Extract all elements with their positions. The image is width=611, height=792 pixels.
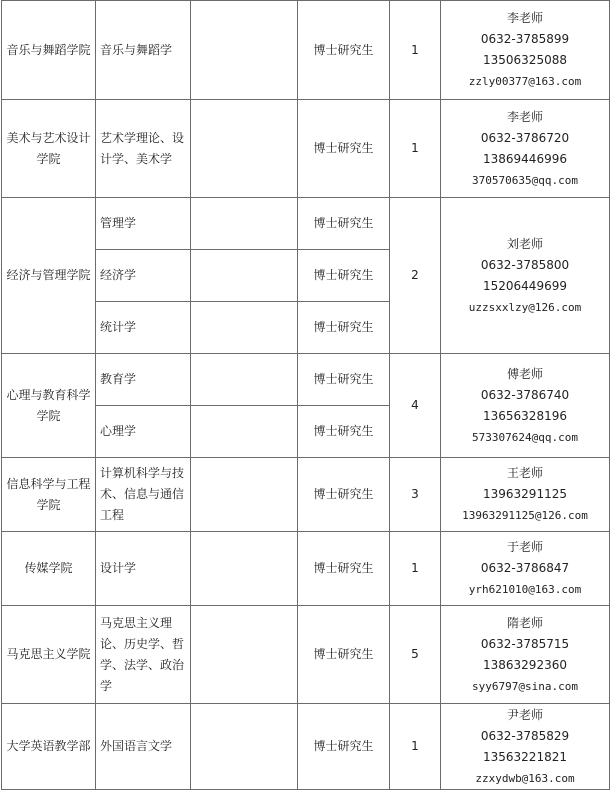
direction-cell xyxy=(191,100,298,198)
contact-mobile: 13863292360 xyxy=(483,657,567,672)
degree-cell: 博士研究生 xyxy=(298,354,390,406)
count-cell: 3 xyxy=(390,458,441,532)
major-cell: 计算机科学与技术、信息与通信工程 xyxy=(96,458,191,532)
direction-cell xyxy=(191,704,298,790)
contact-mobile: 13563221821 xyxy=(483,749,567,764)
major-cell: 教育学 xyxy=(96,354,191,406)
table-row xyxy=(2,198,610,250)
table-row xyxy=(2,532,610,606)
contact-mobile: 13506325088 xyxy=(483,53,567,67)
contact-cell xyxy=(441,1,610,100)
contact-name: 尹老师 xyxy=(506,707,543,722)
contact-cell xyxy=(441,606,610,704)
contact-cell xyxy=(441,458,610,532)
contact-email: 573307624@qq.com xyxy=(472,430,578,444)
degree-cell: 博士研究生 xyxy=(298,606,390,704)
contact-cell xyxy=(441,354,610,458)
college-cell: 美术与艺术设计学院 xyxy=(2,100,96,198)
count-cell: 1 xyxy=(390,100,441,198)
degree-cell: 博士研究生 xyxy=(298,532,390,606)
contact-cell xyxy=(441,704,610,790)
college-cell: 信息科学与工程学院 xyxy=(2,458,96,532)
major-cell: 设计学 xyxy=(96,532,191,606)
contact-mobile: 13656328196 xyxy=(483,408,567,423)
degree-cell: 博士研究生 xyxy=(298,198,390,250)
direction-cell xyxy=(191,1,298,100)
degree-cell: 博士研究生 xyxy=(298,100,390,198)
college-cell: 传媒学院 xyxy=(2,532,96,606)
table-row xyxy=(2,458,610,532)
table-row xyxy=(2,704,610,790)
direction-cell xyxy=(191,198,298,250)
contact-phone: 0632-3785899 xyxy=(480,32,570,46)
college-cell: 马克思主义学院 xyxy=(2,606,96,704)
degree-cell: 博士研究生 xyxy=(298,458,390,532)
contact-email: zzly00377@163.com xyxy=(468,75,582,88)
college-cell: 大学英语教学部 xyxy=(2,704,96,790)
direction-cell xyxy=(191,406,298,458)
count-cell: 2 xyxy=(390,198,441,354)
direction-cell xyxy=(191,606,298,704)
contact-mobile: 13963291125 xyxy=(483,487,567,501)
contact-name: 于老师 xyxy=(506,540,543,554)
contact-name: 王老师 xyxy=(506,466,543,480)
major-cell: 经济学 xyxy=(96,250,191,302)
major-cell: 管理学 xyxy=(96,198,191,250)
contact-cell xyxy=(441,532,610,606)
contact-email: 370570635@qq.com xyxy=(472,173,578,187)
contact-mobile: 15206449699 xyxy=(483,278,567,293)
count-cell: 5 xyxy=(390,606,441,704)
contact-email: yrh621010@163.com xyxy=(468,583,582,596)
college-cell: 心理与教育科学学院 xyxy=(2,354,96,458)
count-cell: 1 xyxy=(390,1,441,100)
contact-mobile: 13869446996 xyxy=(483,151,567,166)
contact-email: 13963291125@126.com xyxy=(462,509,588,522)
contact-cell xyxy=(441,198,610,354)
count-cell: 1 xyxy=(390,704,441,790)
contact-name: 李老师 xyxy=(506,109,543,124)
table-row xyxy=(2,354,610,406)
major-cell: 心理学 xyxy=(96,406,191,458)
direction-cell xyxy=(191,458,298,532)
major-cell: 统计学 xyxy=(96,302,191,354)
count-cell: 1 xyxy=(390,532,441,606)
contact-email: uzzsxxlzy@126.com xyxy=(468,300,582,314)
contact-phone: 0632-3785715 xyxy=(480,636,570,651)
table-row xyxy=(2,606,610,704)
table-row xyxy=(2,100,610,198)
major-cell: 外国语言文学 xyxy=(96,704,191,790)
major-cell: 艺术学理论、设计学、美术学 xyxy=(96,100,191,198)
degree-cell: 博士研究生 xyxy=(298,302,390,354)
count-cell: 4 xyxy=(390,354,441,458)
college-cell: 经济与管理学院 xyxy=(2,198,96,354)
contact-phone: 0632-3786720 xyxy=(480,130,570,145)
contact-phone: 0632-3786740 xyxy=(480,387,570,402)
college-cell: 音乐与舞蹈学院 xyxy=(2,1,96,100)
recruitment-table xyxy=(1,0,610,790)
degree-cell: 博士研究生 xyxy=(298,406,390,458)
degree-cell: 博士研究生 xyxy=(298,250,390,302)
contact-name: 刘老师 xyxy=(506,236,543,251)
major-cell: 马克思主义理论、历史学、哲学、法学、政治学 xyxy=(96,606,191,704)
direction-cell xyxy=(191,302,298,354)
contact-phone: 0632-3786847 xyxy=(480,561,570,575)
direction-cell xyxy=(191,532,298,606)
contact-email: zzxydwb@163.com xyxy=(475,771,575,785)
contact-name: 李老师 xyxy=(506,11,543,25)
contact-phone: 0632-3785800 xyxy=(480,257,570,272)
direction-cell xyxy=(191,250,298,302)
contact-email: syy6797@sina.com xyxy=(472,679,578,693)
direction-cell xyxy=(191,354,298,406)
table-row xyxy=(2,1,610,100)
contact-name: 傅老师 xyxy=(506,366,543,381)
contact-cell xyxy=(441,100,610,198)
contact-name: 隋老师 xyxy=(506,615,543,630)
major-cell: 音乐与舞蹈学 xyxy=(96,1,191,100)
degree-cell: 博士研究生 xyxy=(298,1,390,100)
contact-phone: 0632-3785829 xyxy=(480,728,570,743)
degree-cell: 博士研究生 xyxy=(298,704,390,790)
